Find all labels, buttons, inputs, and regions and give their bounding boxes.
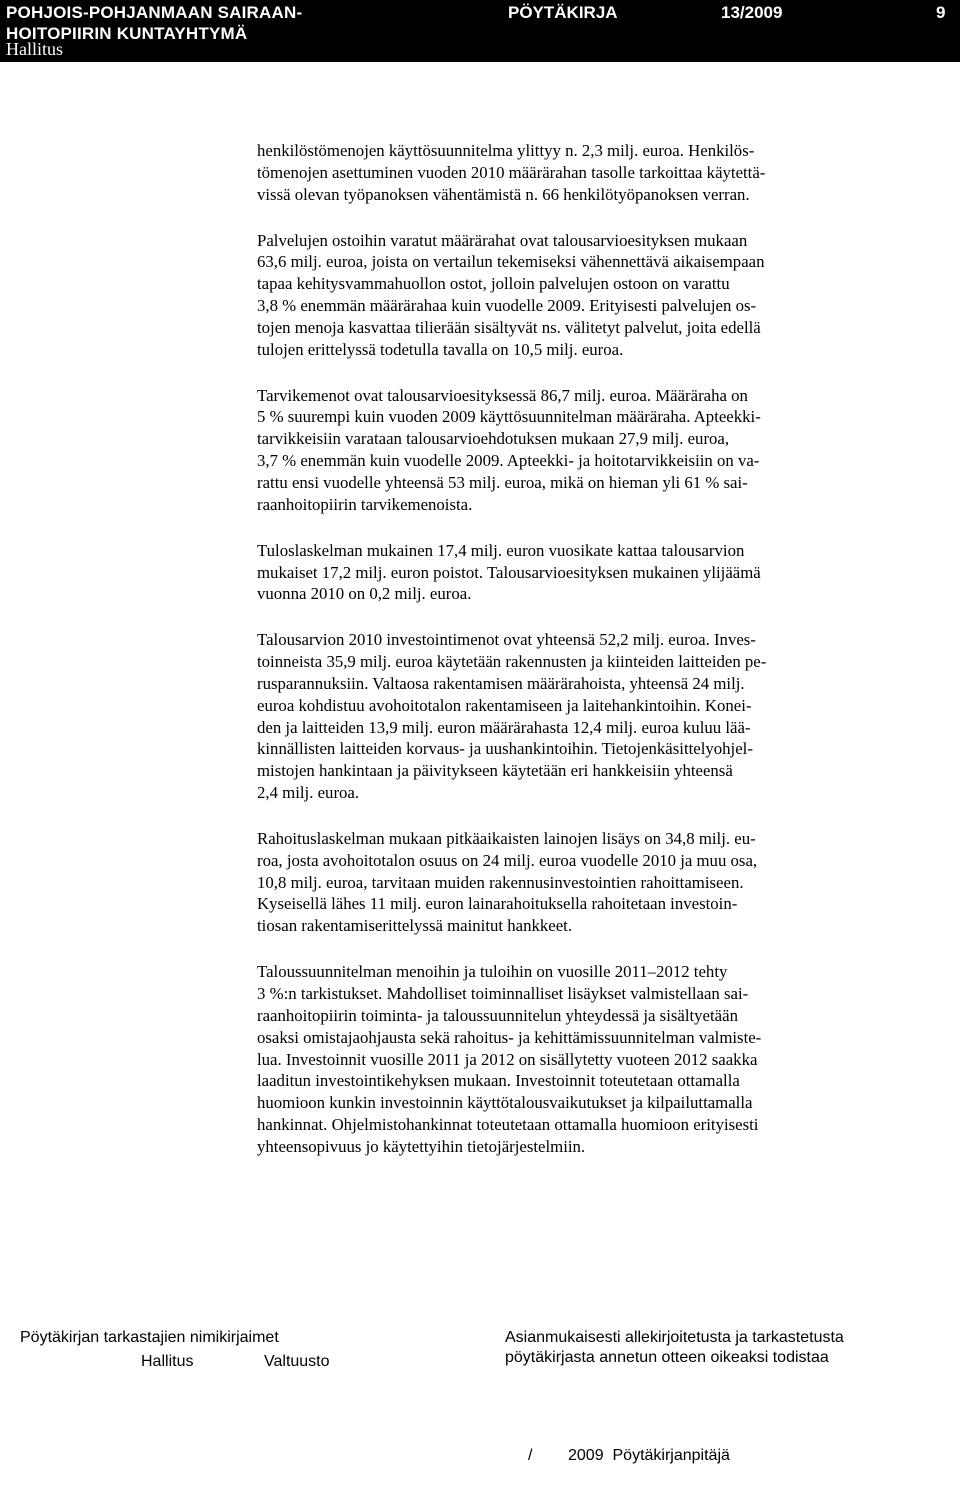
page-number: 9: [936, 3, 946, 22]
paragraph-financing: Rahoituslaskelman mukaan pitkäaikaisten lainojen lisäys on 34,8 milj. eu- roa, josta avohoitotalon osuus on 24 milj. euroa vuodelle 2010 ja muu osa, 10,8 milj. euroa, tarvitaan muiden rakennusinvestointien rahoittamiseen. Kyseisellä lähes 11 milj. euron lainarahoituksella rahoitetaan investoin- tiosan rakentamiserittelyssä mainitut hankkeet.: [257, 828, 758, 936]
page-header: [0, 0, 960, 62]
paragraph-income-statement: Tuloslaskelman mukainen 17,4 milj. euron vuosikate kattaa talousarvion mukaiset 17,2 milj. euron poistot. Talousarvioesityksen mukainen ylijäämä vuonna 2010 on 0,2 milj. euroa.: [257, 540, 761, 604]
section-name: Hallitus: [6, 39, 63, 59]
paragraph-investments: Talousarvion 2010 investointimenot ovat yhteensä 52,2 milj. euroa. Inves- toinneista 35,9 milj. euroa käytetään rakennusten ja kiinteiden laitteiden pe- rusparannuksiin. Valtaosa rakentamisen määrärahoista, yhteensä 24 milj. euroa kohdistuu avohoitotalon rakentamiseen ja laitehankintoihin. Konei- den ja laitteiden 13,9 milj. euron määrärahasta 12,4 milj. euroa kuluu lää- kinnällisten laitteiden korvaus- ja uushankintoihin. Tietojenkäsittelyohjel- mistojen hankintaan ja päivitykseen käytetään eri hankkeisiin yhteensä 2,4 milj. euroa.: [257, 630, 767, 803]
inspector-initials-title: Pöytäkirjan tarkastajien nimikirjaimet: [20, 1329, 279, 1346]
page-footer: [0, 1318, 960, 1486]
paragraph-personnel: henkilöstömenojen käyttösuunnitelma ylittyy n. 2,3 milj. euroa. Henkilös- tömenojen asettuminen vuoden 2010 määrärahan tasolle tarkoittaa käytettä- vissä olevan työpanoksen vähentämistä n. 66 henkilötyöpanoksen verran.: [257, 141, 766, 204]
signature-label-board: Hallitus: [141, 1353, 194, 1370]
signature-label-council: Valtuusto: [264, 1353, 330, 1370]
paragraph-services: Palvelujen ostoihin varatut määrärahat ovat talousarvioesityksen mukaan 63,6 milj. euroa, joista on vertailun tekemiseksi vähennettävä aikaisempaan tapaa kehitysvammahuollon ostot, jolloin palvelujen ostoon on varattu 3,8 % enemmän määrärahaa kuin vuodelle 2009. Erityisesti palvelujen os- tojen menoja kasvattaa tilierään sisältyvät ns. välitetyt palvelut, joita edellä tulojen erittelyssä todetulla tavalla on 10,5 milj. euroa.: [257, 230, 765, 359]
certification-text: Asianmukaisesti allekirjoitetusta ja tarkastetusta pöytäkirjasta annetun otteen oikeaksi todistaa: [505, 1329, 844, 1366]
paragraph-financial-plan: Taloussuunnitelman menoihin ja tuloihin on vuosille 2011–2012 tehty 3 %:n tarkistukset. Mahdolliset toiminnalliset lisäykset valmistellaan sai- raanhoitopiirin toiminta- ja taloussuunnitelun yhteydessä ja sisältyetään osaksi omistajaohjausta sekä rahoitus- ja kehittämissuunnitelman valmiste- lua. Investoinnit vuosille 2011 ja 2012 on sisällytetty vuoteen 2012 saakka laaditun investointikehyksen mukaan. Investoinnit toteutetaan ottamalla huomioon kunkin investoinnin käyttötalousvaikutukset ja kilpailuttamalla hankinnat. Ohjelmistohankinnat toteutetaan ottamalla huomioon erityisesti yhteensopivuus jo käytettyihin tietojärjestelmiin.: [257, 962, 762, 1156]
secretary-date-line: / 2009 Pöytäkirjanpitäjä: [528, 1447, 730, 1464]
document-number: 13/2009: [721, 3, 783, 22]
paragraph-supplies: Tarvikemenot ovat talousarvioesityksessä 86,7 milj. euroa. Määräraha on 5 % suurempi kuin vuoden 2009 käyttösuunnitelman määräraha. Apteekki- tarvikkeisiin varataan talousarvioehdotuksen mukaan 27,9 milj. euroa, 3,7 % enemmän kuin vuodelle 2009. Apteekki- ja hoitotarvikkeisiin on va- rattu ensi vuodelle yhteensä 53 milj. euroa, mikä on hieman yli 61 % sai- raanhoitopiirin tarvikemenoista.: [257, 385, 761, 514]
document-body: [257, 140, 947, 1182]
document-type: PÖYTÄKIRJA: [508, 3, 618, 22]
organization-name: POHJOIS-POHJANMAAN SAIRAAN- HOITOPIIRIN KUNTAYHTYMÄ: [6, 3, 303, 43]
